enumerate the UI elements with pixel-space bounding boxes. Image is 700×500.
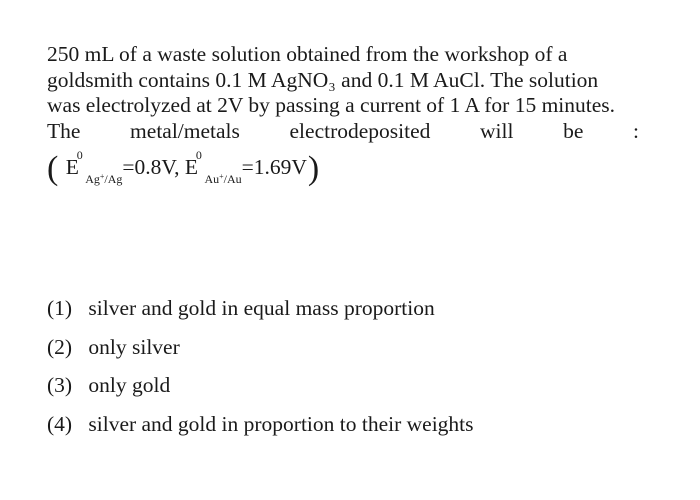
gold-couple-ion: Au [204, 172, 220, 186]
silver-couple [85, 171, 122, 185]
question-word: The [47, 118, 81, 143]
option-2[interactable] [47, 335, 474, 374]
silver-couple-metal: /Ag [104, 172, 123, 186]
silver-potential-value: =0.8V, [122, 155, 185, 179]
question-text [47, 42, 639, 144]
gold-couple [204, 171, 241, 185]
gold-potential-value: =1.69V [241, 155, 307, 179]
question-word: electrodeposited [289, 118, 431, 143]
gold-potential [184, 148, 242, 186]
silver-potential [65, 148, 123, 186]
option-1[interactable] [47, 296, 474, 335]
gold-couple-charge: + [219, 172, 224, 181]
silver-couple-ion: Ag [85, 172, 100, 186]
option-3[interactable] [47, 373, 474, 412]
question-word: be [563, 118, 584, 143]
option-number: (1) [47, 296, 73, 320]
question-line: 250 mL of a waste solution obtained from the workshop of a [47, 42, 568, 66]
answer-options [47, 296, 474, 450]
standard-potentials-formula [47, 148, 320, 192]
close-paren: ) [307, 150, 320, 187]
option-number: (3) [47, 373, 73, 397]
silver-couple-charge: + [99, 172, 105, 181]
gold-potential-symbol: E [184, 155, 199, 179]
option-text: only gold [88, 373, 171, 397]
silver-potential-superscript: 0 [76, 148, 83, 162]
option-number: (4) [47, 411, 73, 436]
gold-couple-metal: /Au [223, 172, 242, 186]
question-word: will [480, 118, 514, 143]
option-text: silver and gold in proportion to their weights [88, 411, 474, 436]
question-word: : [632, 118, 639, 143]
option-text: silver and gold in equal mass proportion [88, 296, 435, 320]
question-line: goldsmith contains 0.1 M AgNO₃ and 0.1 M AuCl. The solution [47, 67, 599, 92]
option-4[interactable] [47, 412, 474, 451]
option-text: only silver [88, 334, 180, 359]
option-number: (2) [47, 334, 73, 359]
question-line: was electrolyzed at 2V by passing a current of 1 A for 15 minutes. [47, 93, 616, 117]
question-last-line [47, 119, 639, 145]
open-paren: ( [47, 150, 59, 187]
silver-potential-symbol: E [65, 155, 79, 179]
gold-potential-superscript: 0 [195, 148, 202, 162]
question-word: metal/metals [130, 118, 240, 143]
